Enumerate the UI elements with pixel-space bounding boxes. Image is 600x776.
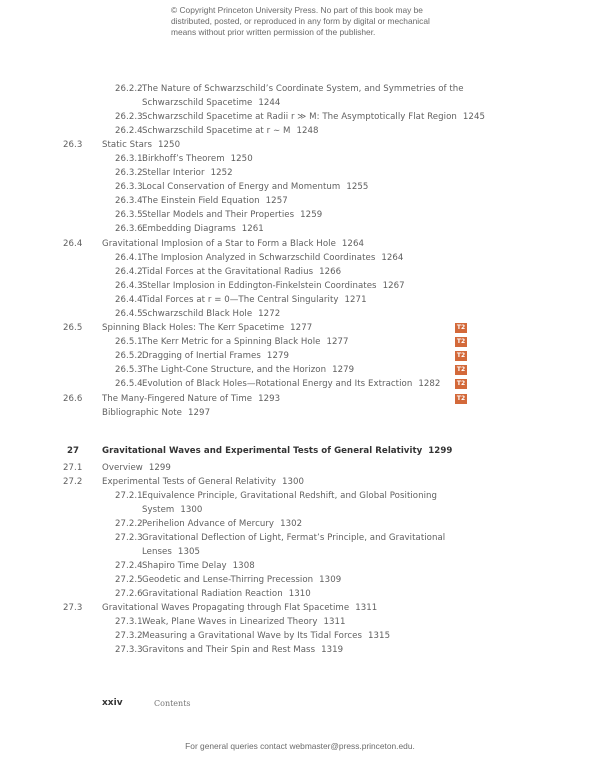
- contact-note: For general queries contact webmaster@press.princeton.edu.: [185, 741, 415, 751]
- toc-entry-number: 27.2.4: [115, 561, 143, 571]
- toc-entry-number: 27.2.2: [115, 519, 143, 529]
- toc-entry-page: 1311: [355, 603, 378, 613]
- copyright-notice: [171, 5, 471, 37]
- toc-entry-title: Overview: [102, 463, 143, 473]
- toc-entry-title-wrap: [142, 587, 311, 601]
- toc-entry-title: Perihelion Advance of Mercury: [142, 519, 275, 529]
- toc-entry-title-wrap: [142, 251, 403, 265]
- toc-entry-title: Static Stars: [102, 140, 153, 150]
- toc-entry-title: Local Conservation of Energy and Momentum: [142, 182, 341, 192]
- toc-entry-title-wrap: [102, 444, 452, 458]
- toc-entry-number: 26.6: [63, 394, 83, 404]
- toc-entry-title-wrap: [102, 138, 180, 152]
- toc-entry-title: Gravitational Waves and Experimental Tests of General Relativity: [102, 446, 423, 456]
- toc-entry-title-wrap: [142, 110, 485, 124]
- toc-entry-title: Measuring a Gravitational Wave by Its Tidal Forces: [142, 631, 363, 641]
- toc-entry-title-wrap: [142, 307, 280, 321]
- toc-entry-title: Gravitational Deflection of Light, Fermat’s Principle, and Gravitational: [142, 533, 446, 543]
- toc-entry-title-wrap: [102, 321, 312, 335]
- toc-entry-title: Schwarzschild Black Hole: [142, 309, 253, 319]
- toc-entry-title: Evolution of Black Holes—Rotational Energy and Its Extraction: [142, 379, 413, 389]
- toc-entry-title: The Implosion Analyzed in Schwarzschild Coordinates: [142, 253, 376, 263]
- toc-entry-title: Equivalence Principle, Gravitational Redshift, and Global Positioning: [142, 491, 438, 501]
- toc-entry-title-wrap: [142, 166, 233, 180]
- toc-entry-number: 26.4: [63, 239, 83, 249]
- toc-entry-title: Weak, Plane Waves in Linearized Theory: [142, 617, 318, 627]
- toc-entry-page: 1319: [321, 645, 344, 655]
- toc-entry-number: 27.3.1: [115, 617, 143, 627]
- toc-entry-title: The Many-Fingered Nature of Time: [102, 394, 253, 404]
- toc-entry-number: 26.2.3: [115, 112, 143, 122]
- toc-entry-title-wrap: [142, 503, 202, 517]
- toc-entry-page: 1271: [344, 295, 367, 305]
- toc-entry-title-wrap: [102, 601, 377, 615]
- toc-entry-title: Tidal Forces at r = 0—The Central Singularity: [142, 295, 339, 305]
- toc-entry-number: 26.3.1: [115, 154, 143, 164]
- toc-entry-page: 1248: [296, 126, 319, 136]
- toc-entry-page: 1259: [300, 210, 323, 220]
- toc-entry-title-wrap: [142, 349, 289, 363]
- toc-entry-title-wrap: [102, 392, 280, 406]
- toc-entry-number: 27.2.6: [115, 589, 143, 599]
- toc-entry-title: Gravitational Implosion of a Star to Form a Black Hole: [102, 239, 336, 249]
- toc-entry-title-wrap: [142, 265, 341, 279]
- toc-entry-page: 1245: [462, 112, 485, 122]
- track-two-badge-icon: T2: [456, 366, 466, 373]
- toc-entry-number: 27.2.3: [115, 533, 143, 543]
- toc-entry-page: 1300: [282, 477, 305, 487]
- toc-entry-number: 26.5.1: [115, 337, 143, 347]
- toc-entry-title-wrap: [142, 573, 341, 587]
- toc-entry-title: Gravitons and Their Spin and Rest Mass: [142, 645, 316, 655]
- toc-entry-number: 27.3.3: [115, 645, 143, 655]
- toc-entry-title: Shapiro Time Delay: [142, 561, 227, 571]
- toc-entry-number: 26.3.4: [115, 196, 143, 206]
- toc-entry-number: 26.2.2: [115, 84, 143, 94]
- toc-entry-title: The Kerr Metric for a Spinning Black Hole: [142, 337, 321, 347]
- toc-entry-title: Gravitational Radiation Reaction: [142, 589, 283, 599]
- toc-entry-title: Tidal Forces at the Gravitational Radius: [142, 267, 314, 277]
- toc-entry-page: 1297: [188, 408, 211, 418]
- toc-entry-title-wrap: [142, 194, 288, 208]
- toc-entry-title-wrap: [142, 363, 354, 377]
- toc-entry-title-wrap: [102, 406, 210, 420]
- toc-entry-number: 26.5.3: [115, 365, 143, 375]
- toc-entry-number: 27.3: [63, 603, 83, 613]
- toc-entry-title: Birkhoff’s Theorem: [142, 154, 225, 164]
- toc-entry-page: 1309: [319, 575, 342, 585]
- toc-entry-title: Schwarzschild Spacetime at r ∼ M: [142, 126, 291, 136]
- toc-entry-number: 26.5.2: [115, 351, 143, 361]
- toc-entry-title: Geodetic and Lense-Thirring Precession: [142, 575, 314, 585]
- toc-entry-number: 26.4.1: [115, 253, 143, 263]
- toc-entry-title: Dragging of Inertial Frames: [142, 351, 261, 361]
- toc-entry-page: 1279: [332, 365, 355, 375]
- toc-entry-title: Spinning Black Holes: The Kerr Spacetime: [102, 323, 285, 333]
- toc-entry-page: 1300: [180, 505, 203, 515]
- copyright-line-2: distributed, posted, or reproduced in any form by digital or mechanical: [171, 15, 430, 26]
- track-two-badge-icon: T2: [456, 380, 466, 387]
- toc-entry-page: 1261: [241, 224, 264, 234]
- toc-entry-number: 27.3.2: [115, 631, 143, 641]
- toc-entry-number: 27.2: [63, 477, 83, 487]
- track-two-badge-icon: T2: [456, 324, 466, 331]
- toc-entry-page: 1266: [319, 267, 342, 277]
- toc-entry-title: Schwarzschild Spacetime: [142, 98, 253, 108]
- toc-entry-title-wrap: [142, 629, 390, 643]
- toc-entry-title-wrap: [102, 461, 171, 475]
- toc-entry-title-wrap: [142, 152, 253, 166]
- toc-entry-title-wrap: [142, 545, 200, 559]
- toc-entry-title-wrap: [142, 643, 343, 657]
- copyright-line-1: © Copyright Princeton University Press. No part of this book may be: [171, 5, 423, 15]
- toc-entry-number: 26.5.4: [115, 379, 143, 389]
- toc-entry-title: The Nature of Schwarzschild’s Coordinate System, and Symmetries of the: [142, 84, 464, 94]
- toc-entry-number: 26.3: [63, 140, 83, 150]
- toc-entry-page: 1299: [148, 463, 171, 473]
- toc-entry-page: 1299: [428, 446, 453, 456]
- toc-entry-title-wrap: [142, 531, 445, 545]
- toc-entry-number: 26.3.3: [115, 182, 143, 192]
- toc-entry-page: 1277: [326, 337, 349, 347]
- copyright-line-3: means without prior written permission of the publisher.: [171, 26, 376, 37]
- toc-entry-page: 1311: [323, 617, 346, 627]
- toc-entry-title: Bibliographic Note: [102, 408, 183, 418]
- toc-entry-title: Stellar Implosion in Eddington-Finkelstein Coordinates: [142, 281, 377, 291]
- toc-entry-page: 1255: [346, 182, 369, 192]
- toc-entry-page: 1277: [290, 323, 313, 333]
- toc-entry-title-wrap: [142, 96, 280, 110]
- toc-entry-title: Lenses: [142, 547, 172, 557]
- toc-entry-page: 1272: [258, 309, 281, 319]
- toc-entry-page: 1293: [258, 394, 281, 404]
- toc-entry-page: 1305: [177, 547, 200, 557]
- toc-entry-number: 27.2.1: [115, 491, 143, 501]
- toc-entry-title-wrap: [142, 208, 322, 222]
- toc-entry-page: 1257: [265, 196, 288, 206]
- toc-entry-number: 26.4.2: [115, 267, 143, 277]
- toc-entry-page: 1264: [381, 253, 404, 263]
- toc-entry-number: 26.3.2: [115, 168, 143, 178]
- toc-entry-title: Experimental Tests of General Relativity: [102, 477, 276, 487]
- toc-entry-number: 26.4.3: [115, 281, 143, 291]
- toc-entry-title-wrap: [142, 222, 264, 236]
- toc-entry-number: 27.1: [63, 463, 83, 473]
- toc-entry-page: 1252: [210, 168, 233, 178]
- toc-entry-title-wrap: [142, 489, 437, 503]
- track-two-badge-icon: T2: [456, 395, 466, 402]
- track-two-badge-icon: T2: [456, 352, 466, 359]
- toc-entry-number: 26.2.4: [115, 126, 143, 136]
- toc-entry-title-wrap: [142, 377, 440, 391]
- toc-entry-page: 1315: [368, 631, 391, 641]
- toc-entry-title: The Einstein Field Equation: [142, 196, 260, 206]
- toc-entry-title-wrap: [142, 615, 346, 629]
- toc-entry-title-wrap: [142, 559, 255, 573]
- toc-entry-number: 27: [67, 446, 80, 456]
- toc-entry-number: 26.4.4: [115, 295, 143, 305]
- toc-entry-page: 1244: [258, 98, 281, 108]
- toc-entry-title: Embedding Diagrams: [142, 224, 236, 234]
- toc-entry-page: 1279: [266, 351, 289, 361]
- toc-entry-title: The Light-Cone Structure, and the Horizon: [142, 365, 327, 375]
- toc-entry-number: 26.3.5: [115, 210, 143, 220]
- toc-entry-page: 1264: [341, 239, 364, 249]
- toc-entry-title: Schwarzschild Spacetime at Radii r ≫ M: The Asymptotically Flat Region: [142, 112, 457, 122]
- toc-entry-title-wrap: [142, 293, 367, 307]
- toc-entry-title: Stellar Models and Their Properties: [142, 210, 295, 220]
- page-number: xxiv: [102, 698, 123, 708]
- toc-entry-page: 1302: [280, 519, 303, 529]
- toc-entry-title-wrap: [142, 335, 349, 349]
- track-two-badge-icon: T2: [456, 338, 466, 345]
- running-head: Contents: [154, 699, 191, 708]
- toc-entry-number: 26.3.6: [115, 224, 143, 234]
- toc-entry-page: 1310: [288, 589, 311, 599]
- toc-entry-title-wrap: [102, 237, 364, 251]
- toc-entry-title: System: [142, 505, 175, 515]
- toc-entry-page: 1250: [158, 140, 181, 150]
- toc-entry-title-wrap: [142, 279, 405, 293]
- toc-entry-page: 1308: [232, 561, 255, 571]
- toc-entry-number: 27.2.5: [115, 575, 143, 585]
- toc-entry-title-wrap: [142, 180, 368, 194]
- toc-entry-page: 1282: [418, 379, 441, 389]
- toc-entry-title-wrap: [102, 475, 304, 489]
- toc-entry-title: Gravitational Waves Propagating through Flat Spacetime: [102, 603, 350, 613]
- toc-entry-title: Stellar Interior: [142, 168, 205, 178]
- toc-entry-title-wrap: [142, 517, 302, 531]
- toc-entry-title-wrap: [142, 124, 319, 138]
- toc-entry-number: 26.4.5: [115, 309, 143, 319]
- toc-entry-number: 26.5: [63, 323, 83, 333]
- toc-entry-page: 1250: [230, 154, 253, 164]
- toc-entry-page: 1267: [382, 281, 405, 291]
- toc-entry-title-wrap: [142, 82, 464, 96]
